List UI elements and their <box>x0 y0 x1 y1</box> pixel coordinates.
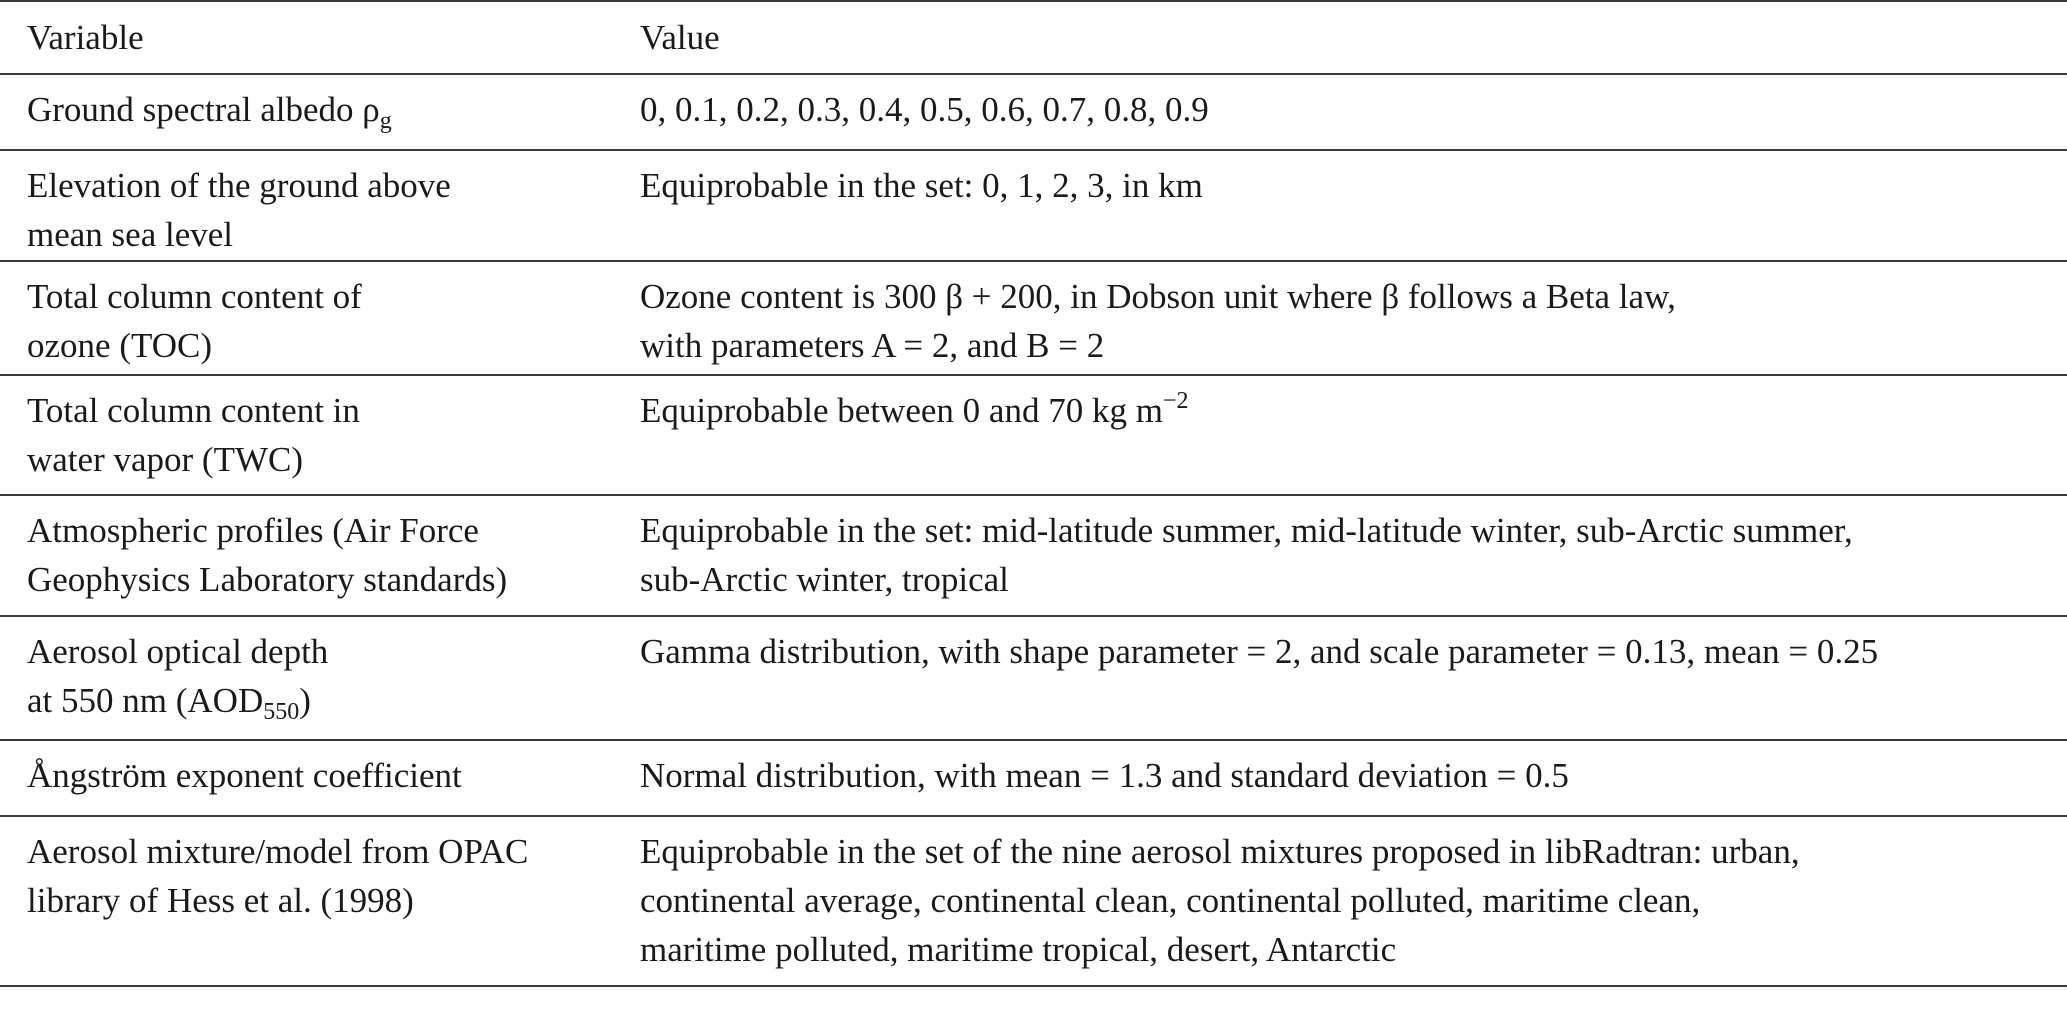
variable-cell <box>0 740 640 816</box>
value-line: sub-Arctic winter, tropical <box>640 560 1009 599</box>
value-text: 0, 0.1, 0.2, 0.3, 0.4, 0.5, 0.6, 0.7, 0.8, 0.9 <box>640 90 1209 129</box>
variable-line: Aerosol optical depth <box>27 632 329 671</box>
value-cell <box>640 616 2067 740</box>
variable-line: Geophysics Laboratory standards) <box>27 560 508 599</box>
variable-line: at 550 nm (AOD <box>27 681 264 720</box>
value-line: continental average, continental clean, continental polluted, maritime clean, <box>640 881 1701 920</box>
variable-subscript: 550 <box>263 699 300 725</box>
variable-cell <box>0 150 640 261</box>
variable-line: Total column content in <box>27 391 360 430</box>
table-row <box>0 616 2067 740</box>
variable-line: library of Hess et al. (1998) <box>27 881 414 920</box>
value-cell <box>640 495 2067 616</box>
variable-line-end: ) <box>299 681 311 720</box>
header-variable: Variable <box>0 1 640 74</box>
value-cell <box>640 74 2067 150</box>
value-cell <box>640 150 2067 261</box>
variable-line: Elevation of the ground above <box>27 166 451 205</box>
variable-subscript: g <box>379 108 392 134</box>
variable-line: ozone (TOC) <box>27 326 212 365</box>
value-line: Ozone content is 300 β + 200, in Dobson unit where β follows a Beta law, <box>640 277 1676 316</box>
variable-line: Aerosol mixture/model from OPAC <box>27 832 529 871</box>
value-cell <box>640 740 2067 816</box>
table-row <box>0 150 2067 261</box>
value-cell <box>640 816 2067 986</box>
value-line: Equiprobable in the set: mid-latitude summer, mid-latitude winter, sub-Arctic summer, <box>640 511 1853 550</box>
table-row <box>0 375 2067 495</box>
value-line: with parameters A = 2, and B = 2 <box>640 326 1105 365</box>
table-row <box>0 261 2067 375</box>
value-line: maritime polluted, maritime tropical, desert, Antarctic <box>640 930 1397 969</box>
variable-line: mean sea level <box>27 215 234 254</box>
table-row <box>0 740 2067 816</box>
value-text: Normal distribution, with mean = 1.3 and standard deviation = 0.5 <box>640 756 1569 795</box>
variable-line: Atmospheric profiles (Air Force <box>27 511 479 550</box>
value-line: Equiprobable in the set of the nine aerosol mixtures proposed in libRadtran: urban, <box>640 832 1800 871</box>
value-cell <box>640 375 2067 495</box>
value-text: Equiprobable in the set: 0, 1, 2, 3, in km <box>640 166 1203 205</box>
variable-cell <box>0 816 640 986</box>
value-text: Equiprobable between 0 and 70 kg m <box>640 391 1163 430</box>
variable-text: Ångström exponent coefficient <box>27 756 462 795</box>
table-row <box>0 74 2067 150</box>
variable-cell <box>0 375 640 495</box>
value-superscript: −2 <box>1162 388 1189 414</box>
variable-cell <box>0 261 640 375</box>
variable-line: Total column content of <box>27 277 362 316</box>
value-text: Gamma distribution, with shape parameter = 2, and scale parameter = 0.13, mean = 0.25 <box>640 632 1879 671</box>
variable-line: water vapor (TWC) <box>27 440 303 479</box>
value-cell <box>640 261 2067 375</box>
variable-cell <box>0 495 640 616</box>
variable-cell <box>0 616 640 740</box>
variable-cell <box>0 74 640 150</box>
header-value: Value <box>640 1 2067 74</box>
table-row <box>0 495 2067 616</box>
table-header-row <box>0 1 2067 74</box>
table-row <box>0 816 2067 986</box>
variable-text: Ground spectral albedo ρ <box>27 90 380 129</box>
